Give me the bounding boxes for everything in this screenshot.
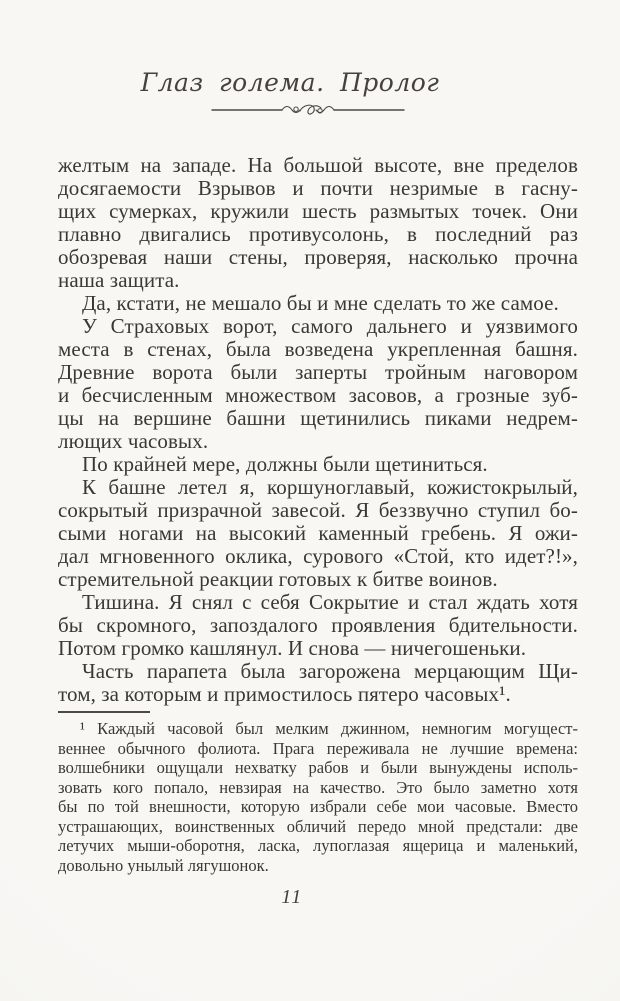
text-line: наша защита. bbox=[58, 269, 180, 292]
footnote-separator bbox=[58, 711, 150, 713]
text-line: бы по той внешности, которую избрали себе мои часовые. Вместо bbox=[58, 797, 578, 816]
text-line: бы скромного, запоздалого проявления бдительности. bbox=[58, 614, 578, 637]
text-line: летучих мыши-оборотня, ласка, лупоглазая ящерица и маленький, bbox=[58, 836, 578, 855]
text-line: зовать кого попало, невзирая на качество. Это было заметно хотя bbox=[58, 777, 578, 797]
text-line: У Страховых ворот, самого дальнего и уязвимого bbox=[82, 315, 578, 338]
text-line: К башне летел я, коршуноглавый, кожистокрылый, bbox=[82, 476, 578, 499]
text-line: желтым на западе. На большой высоте, вне пределов bbox=[58, 154, 578, 177]
text-line: Тишина. Я снял с себя Сокрытие и стал ждать хотя bbox=[82, 591, 578, 614]
text-line: Часть парапета была загорожена мерцающим Щи- bbox=[82, 660, 578, 683]
chapter-header: Глаз голема. Пролог bbox=[140, 68, 440, 97]
text-line: цы на вершине башни щетинились пиками недрем- bbox=[58, 407, 578, 430]
text-line: Да, кстати, не мешало бы и мне сделать то же самое. bbox=[82, 292, 559, 315]
page-number: 11 bbox=[281, 886, 303, 908]
text-line: сокрытый призрачной завесой. Я беззвучно ступил бо- bbox=[58, 499, 578, 522]
text-line: обозревая наши стены, проверяя, насколько прочна bbox=[58, 246, 578, 269]
text-line: довольно унылый лягушонок. bbox=[58, 855, 269, 875]
text-line: Потом громко кашлянул. И снова — ничегошеньки. bbox=[58, 637, 527, 660]
text-line: Древние ворота были заперты тройным наговором bbox=[58, 361, 578, 384]
text-line: дал мгновенного оклика, сурового «Стой, кто идет?!», bbox=[58, 545, 578, 568]
text-line: По крайней мере, должны были щетиниться. bbox=[82, 453, 488, 476]
text-line: сыми ногами на высокий каменный гребень. Я ожи- bbox=[58, 522, 578, 545]
text-line: устрашающих, воинственных обличий передо мной предстали: две bbox=[58, 816, 578, 836]
body-text bbox=[58, 154, 578, 706]
ornament-divider-icon bbox=[210, 102, 406, 118]
text-line: ¹ Каждый часовой был мелким джинном, немногим могущест- bbox=[80, 719, 578, 738]
text-line: лющих часовых. bbox=[58, 430, 209, 453]
text-line: плавно двигались противусолонь, в последний раз bbox=[58, 223, 578, 246]
text-line: веннее обычного фолиота. Прага переживала не лучшие времена: bbox=[58, 738, 578, 758]
footnote-text bbox=[58, 719, 578, 875]
text-line: волшебники ощущали нехватку рабов и были вынуждены исполь- bbox=[58, 758, 578, 777]
text-line: стремительной реакции готовых к битве воинов. bbox=[58, 568, 498, 591]
text-line: места в стенах, была возведена укрепленная башня. bbox=[58, 338, 578, 361]
text-line: досягаемости Взрывов и почти незримые в гасну- bbox=[58, 177, 578, 200]
text-line: и бесчисленным множеством засовов, а грозные зуб- bbox=[58, 384, 578, 407]
text-line: том, за которым и примостилось пятеро часовых¹. bbox=[58, 683, 511, 706]
text-line: щих сумерках, кружили шесть размытых точек. Они bbox=[58, 200, 578, 223]
